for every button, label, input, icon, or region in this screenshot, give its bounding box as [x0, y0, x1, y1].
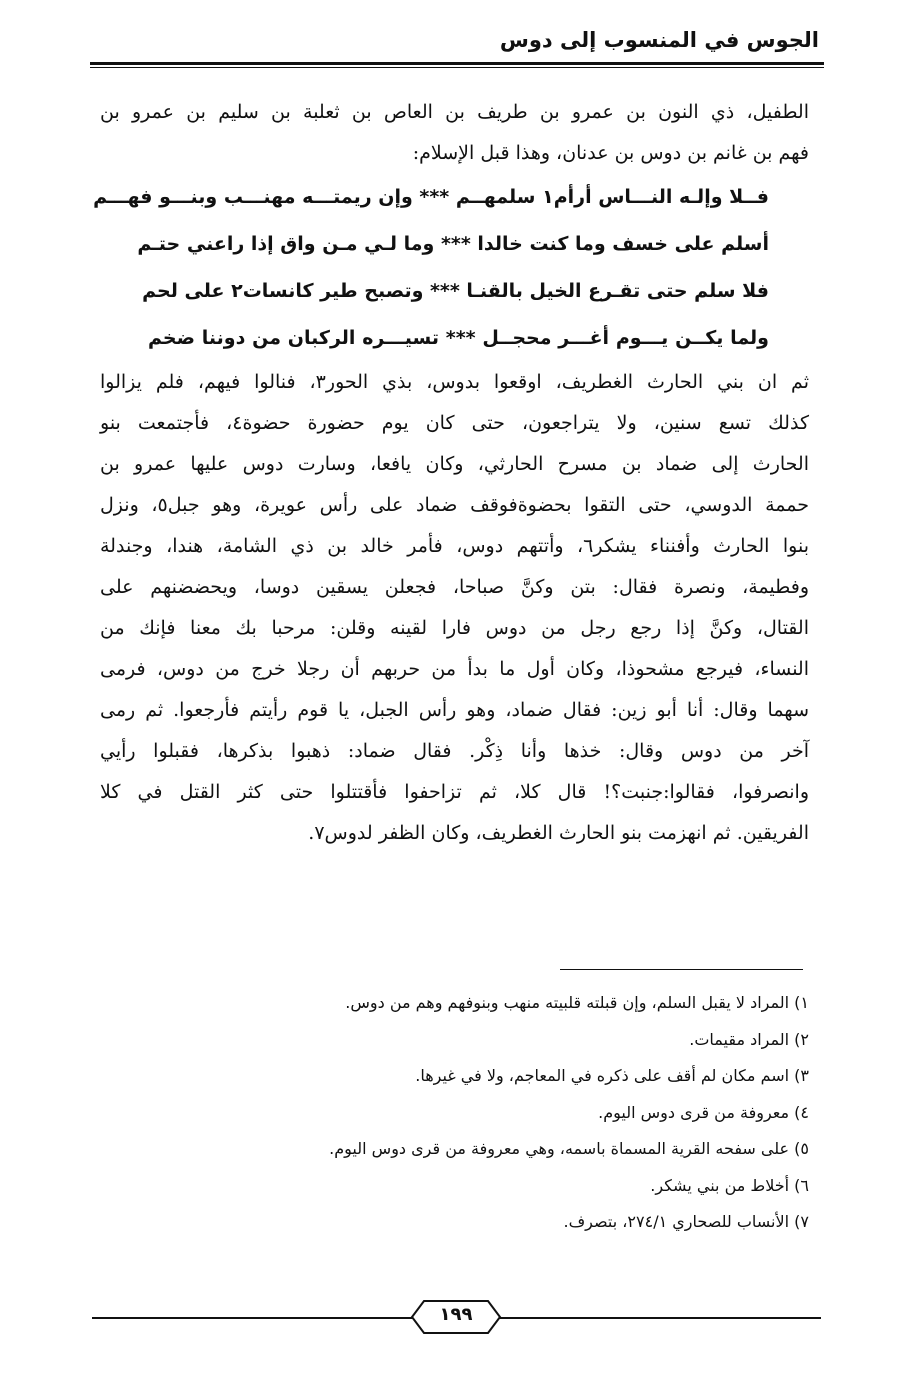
footnote: ١) المراد لا يقبل السلم، وإن قبلته قلبيته منهب وبنوفهم وهم من دوس. — [345, 993, 809, 1012]
body-line: ثم ان بني الحارث الغطريف، اوقعوا بدوس، بذي الحور٣، فنالوا فيهم، فلم يزالوا — [100, 371, 809, 393]
body-line: الحارث إلى ضماد بن مسرح الحارثي، وكان يافعا، وسارت دوس عليها عمرو بن — [100, 453, 809, 475]
body-line: آخر من دوس وقال: خذها وأنا ذِكْر. فقال ضماد: ذهبوا بذكرها، فقبلوا رأيي — [100, 740, 809, 762]
poem — [93, 174, 809, 362]
footnote: ٥) على سفحه القرية المسماة باسمه، وهي معروفة من قرى دوس اليوم. — [329, 1139, 809, 1158]
body-line: وانصرفوا، فقالوا:جنبت؟! قال كلا، ثم تزاحفوا فأقتتلوا حتى كثر القتل في كلا — [100, 781, 809, 803]
body-line: سهما وقال: أنا أبو زين: فقال ضماد، وهو رأس الجبل، يا قوم رأيتم فأرجعوا. ثم رمى — [100, 699, 809, 721]
footnote: ٢) المراد مقيمات. — [689, 1029, 809, 1049]
footnotes — [100, 985, 809, 1241]
header-rule — [90, 62, 824, 65]
page-number: ١٩٩ — [439, 1304, 473, 1325]
body-line: حممة الدوسي، حتى التقوا بحضوةفوقف ضماد على رأس عويرة، وهو جبل٥، ونزل — [100, 494, 809, 516]
main-text — [93, 92, 809, 854]
body-line: القتال، وكنَّ إذا رجع رجل من دوس فارا لقينه وقلن: مرحبا بك معنا فإنك من — [100, 617, 809, 639]
poem-verse: أسلم على خسف وما كنت خالدا *** وما لـي مـن واق إذا راعني حتـم — [137, 233, 769, 255]
poem-verse: ولما يكــن يـــوم أغـــر محجــل *** تسيـــره الركبان من دوننا ضخم — [148, 327, 769, 349]
poem-verse: فلا سلم حتى تقـرع الخيل بالقنـا *** وتصبح طير كانسات٢ على لحم — [142, 280, 769, 302]
body-line: فهم بن غانم بن دوس بن عدنان، وهذا قبل الإسلام: — [412, 142, 809, 164]
footnote: ٣) اسم مكان لم أقف على ذكره في المعاجم، ولا في غيرها. — [415, 1066, 809, 1085]
footnote: ٤) معروفة من قرى دوس اليوم. — [598, 1102, 809, 1122]
body-line: وفطيمة، ونصرة فقال: بتن وكنَّ صباحا، فجعلن يسقين دوسا، ويحضضنهم على — [100, 576, 809, 598]
footnote: ٦) أخلاط من بني يشكر. — [650, 1175, 809, 1195]
running-header-title: الجوس في المنسوب إلى دوس — [499, 28, 819, 52]
header-rule-thin — [90, 67, 824, 68]
body-line: الفريقين. ثم انهزمت بنو الحارث الغطريف، وكان الظفر لدوس٧. — [308, 822, 809, 844]
body-line: الطفيل، ذي النون بن عمرو بن طريف بن العاص بن ثعلبة بن سليم بن عمرو بن — [100, 101, 809, 123]
body-line: بنوا الحارث وأفنناء يشكر٦، وأتتهم دوس، فأمر خالد بن ذي الشامة، هندا، وجندلة — [100, 535, 809, 557]
footnote: ٧) الأنساب للصحاري ٢٧٤/١، بتصرف. — [563, 1212, 809, 1231]
poem-verse: فــلا وإلـه النـــاس أرأم١ سلمهــم *** وإن ريمتـــه مهنـــب وبنـــو فهـــم — [93, 186, 769, 208]
footnote-separator — [560, 969, 803, 970]
body-line: النساء، فيرجع مشحوذا، وكان أول ما بدأ من حربهم أن رجلا خرج من دوس، فرمى — [100, 658, 809, 680]
body-line: كذلك تسع سنين، ولا يتراجعون، حتى كان يوم حضورة حضوة٤، فأجتمعت بنو — [100, 412, 809, 434]
